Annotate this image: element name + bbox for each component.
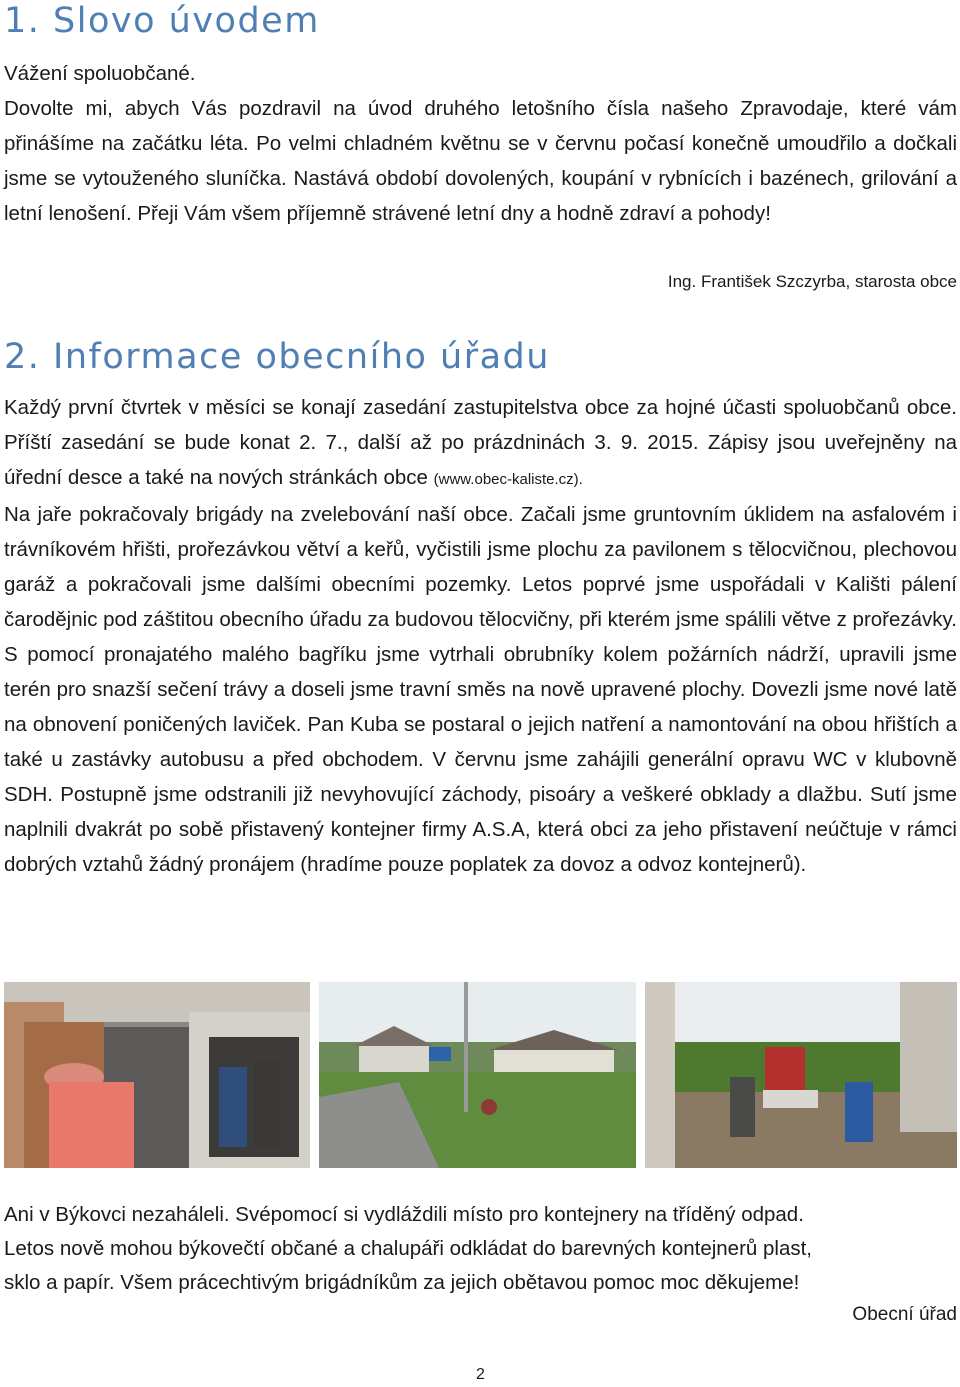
section-2-title: Informace obecního úřadu [53,337,550,377]
photo-playground-work-image [645,982,957,1168]
office-signature: Obecní úřad [852,1304,957,1325]
website-link[interactable]: (www.obec-kaliste.cz). [433,471,583,488]
intro-paragraph: Dovolte mi, abych Vás pozdravil na úvod druhého letošního čísla našeho Zpravodaje, které vám přinášíme na začátku léta. Po velmi chladném květnu se v červnu počasí konečně umoudřilo a dočkali jsme se vytouženého sluníčka. Nastává období dovolených, koupání v rybnících i bazénech, grilování a letní lenošení. Přeji Vám všem příjemně strávené letní dny a hodně zdraví a pohody! [4,97,957,225]
bykovec-line-1: Ani v Býkovci nezaháleli. Svépomocí si vydláždili místo pro kontejnery na tříděný odpad. [4,1203,804,1226]
meetings-text: Každý první čtvrtek v měsíci se konají zasedání zastupitelstva obce za hojné účasti spoluobčanů obce. Příští zasedání se bude konat 2. 7., další až po prázdninách 3. 9. 2015. Zápisy jsou uveřejněny na úřední desce a také na nových stránkách obce [4,396,957,489]
meetings-paragraph [4,390,957,497]
photo-demolition-image [4,982,310,1168]
bykovec-line-2: Letos nově mohou býkovečtí občané a chalupáři odkládat do barevných kontejnerů plast, [4,1237,812,1260]
photo-village-image [319,982,636,1168]
mayor-signature: Ing. František Szczyrba, starosta obce [667,272,957,291]
brigades-paragraph: Na jaře pokračovaly brigády na zvelebování naší obce. Začali jsme gruntovním úklidem na asfalovém i trávníkovém hřišti, prořezávkou větví a keřů, vyčistili jsme plochu za pavilonem s tělocvičnou, plechovou garáž a pokračovali jsme dalšími obecními pozemky. Letos poprvé jsme uspořádali v Kališti pálení čarodějnic pod záštitou obecního úřadu za budovou tělocvičny, při kterém jsme spálili větve z prořezávky. S pomocí pronajatého malého bagříku jsme vytrhali obrubníky kolem požárních nádrží, upravili jsme terén pro snazší sečení trávy a doseli jsme travní směs na nově upravené plochy. Dovezli jsme nové latě na obnovení poničených laviček. Pan Kuba se postaral o jejich natření a namontování na obou hřištích a také u zastávky autobusu a před obchodem. V červnu jsme zahájili generální opravu WC v klubovně SDH. Postupně jsme odstranili již nevyhovující záchody, pisoáry a veškeré obklady a dlažbu. Sutí jsme naplnili dvakrát po sobě přistavený kontejner firmy A.S.A, která obci za jeho přistavení neúčtuje v rámci dobrých vztahů žádný pronájem (hradíme pouze poplatek za dovoz a odvoz kontejnerů). [4,503,957,876]
bykovec-line-3: sklo a papír. Všem prácechtivým brigádníkům za jejich obětavou pomoc moc děkujeme! [4,1271,800,1294]
photo-strip [4,982,957,1168]
section-1-heading [4,0,320,42]
office-info [4,390,957,882]
bykovec-paragraph [4,1198,957,1300]
page-number: 2 [476,1366,485,1383]
section-2-heading [4,336,550,378]
photo-playground-work [645,982,957,1168]
greeting: Vážení spoluobčané. [4,62,196,85]
photo-village [319,982,636,1168]
section-2-number: 2. [4,337,41,377]
photo-demolition [4,982,310,1168]
section-1-number: 1. [4,1,41,41]
section-1-title: Slovo úvodem [53,1,320,41]
